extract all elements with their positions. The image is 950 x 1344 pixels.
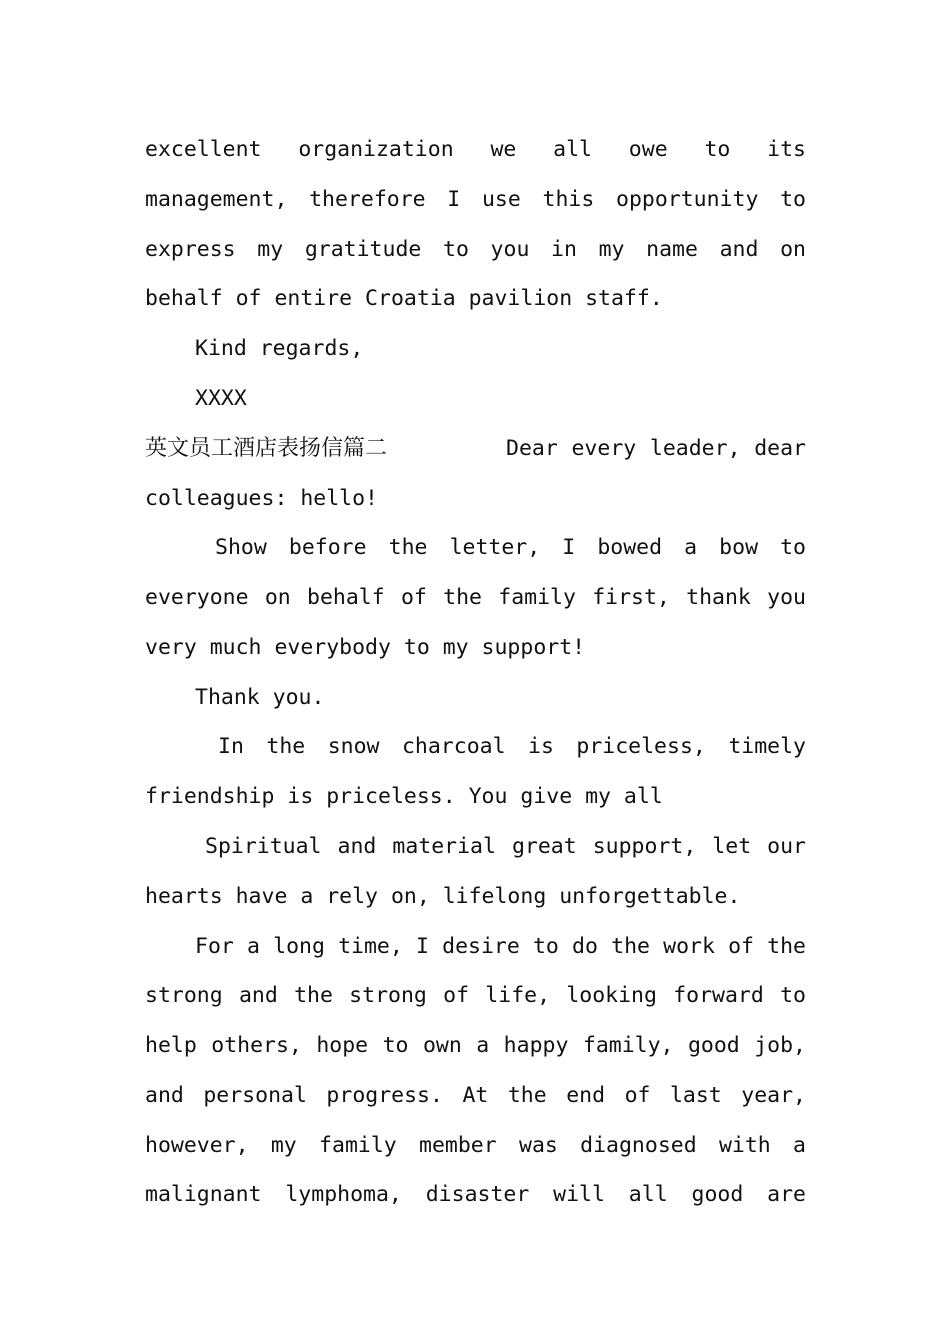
text-line-16: hearts have a rely on, lifelong unforgettable. bbox=[145, 884, 741, 909]
text-line-17: For a long time, I desire to do the work of the bbox=[195, 934, 806, 959]
thank-you-line: Thank you. bbox=[195, 685, 325, 710]
text-line-3: express my gratitude to you in my name and on bbox=[145, 237, 806, 262]
text-line-11: very much everybody to my support! bbox=[145, 635, 586, 660]
signature-placeholder: XXXX bbox=[195, 386, 247, 411]
section-heading: 英文员工酒店表扬信篇二 bbox=[145, 436, 388, 461]
text-line-14: friendship is priceless. You give my all bbox=[145, 784, 663, 809]
closing-regards: Kind regards, bbox=[195, 336, 364, 361]
text-line-22: malignant lymphoma, disaster will all good are bbox=[145, 1182, 806, 1207]
text-line-2: management, therefore I use this opportunity to bbox=[145, 187, 806, 212]
text-line-4: behalf of entire Croatia pavilion staff. bbox=[145, 286, 663, 311]
text-line-19: help others, hope to own a happy family, good job, bbox=[145, 1033, 806, 1058]
text-line-9: Show before the letter, I bowed a bow to bbox=[215, 535, 806, 560]
text-line-15: Spiritual and material great support, let our bbox=[205, 834, 806, 859]
text-line-1: excellent organization we all owe to its bbox=[145, 137, 806, 162]
text-line-18: strong and the strong of life, looking forward to bbox=[145, 983, 806, 1008]
salutation-continuation: colleagues: hello! bbox=[145, 486, 378, 511]
salutation-line: Dear every leader, dear bbox=[506, 436, 806, 461]
text-line-21: however, my family member was diagnosed with a bbox=[145, 1133, 806, 1158]
text-line-20: and personal progress. At the end of last year, bbox=[145, 1083, 806, 1108]
text-line-10: everyone on behalf of the family first, thank you bbox=[145, 585, 806, 610]
text-line-13: In the snow charcoal is priceless, timely bbox=[218, 734, 806, 759]
